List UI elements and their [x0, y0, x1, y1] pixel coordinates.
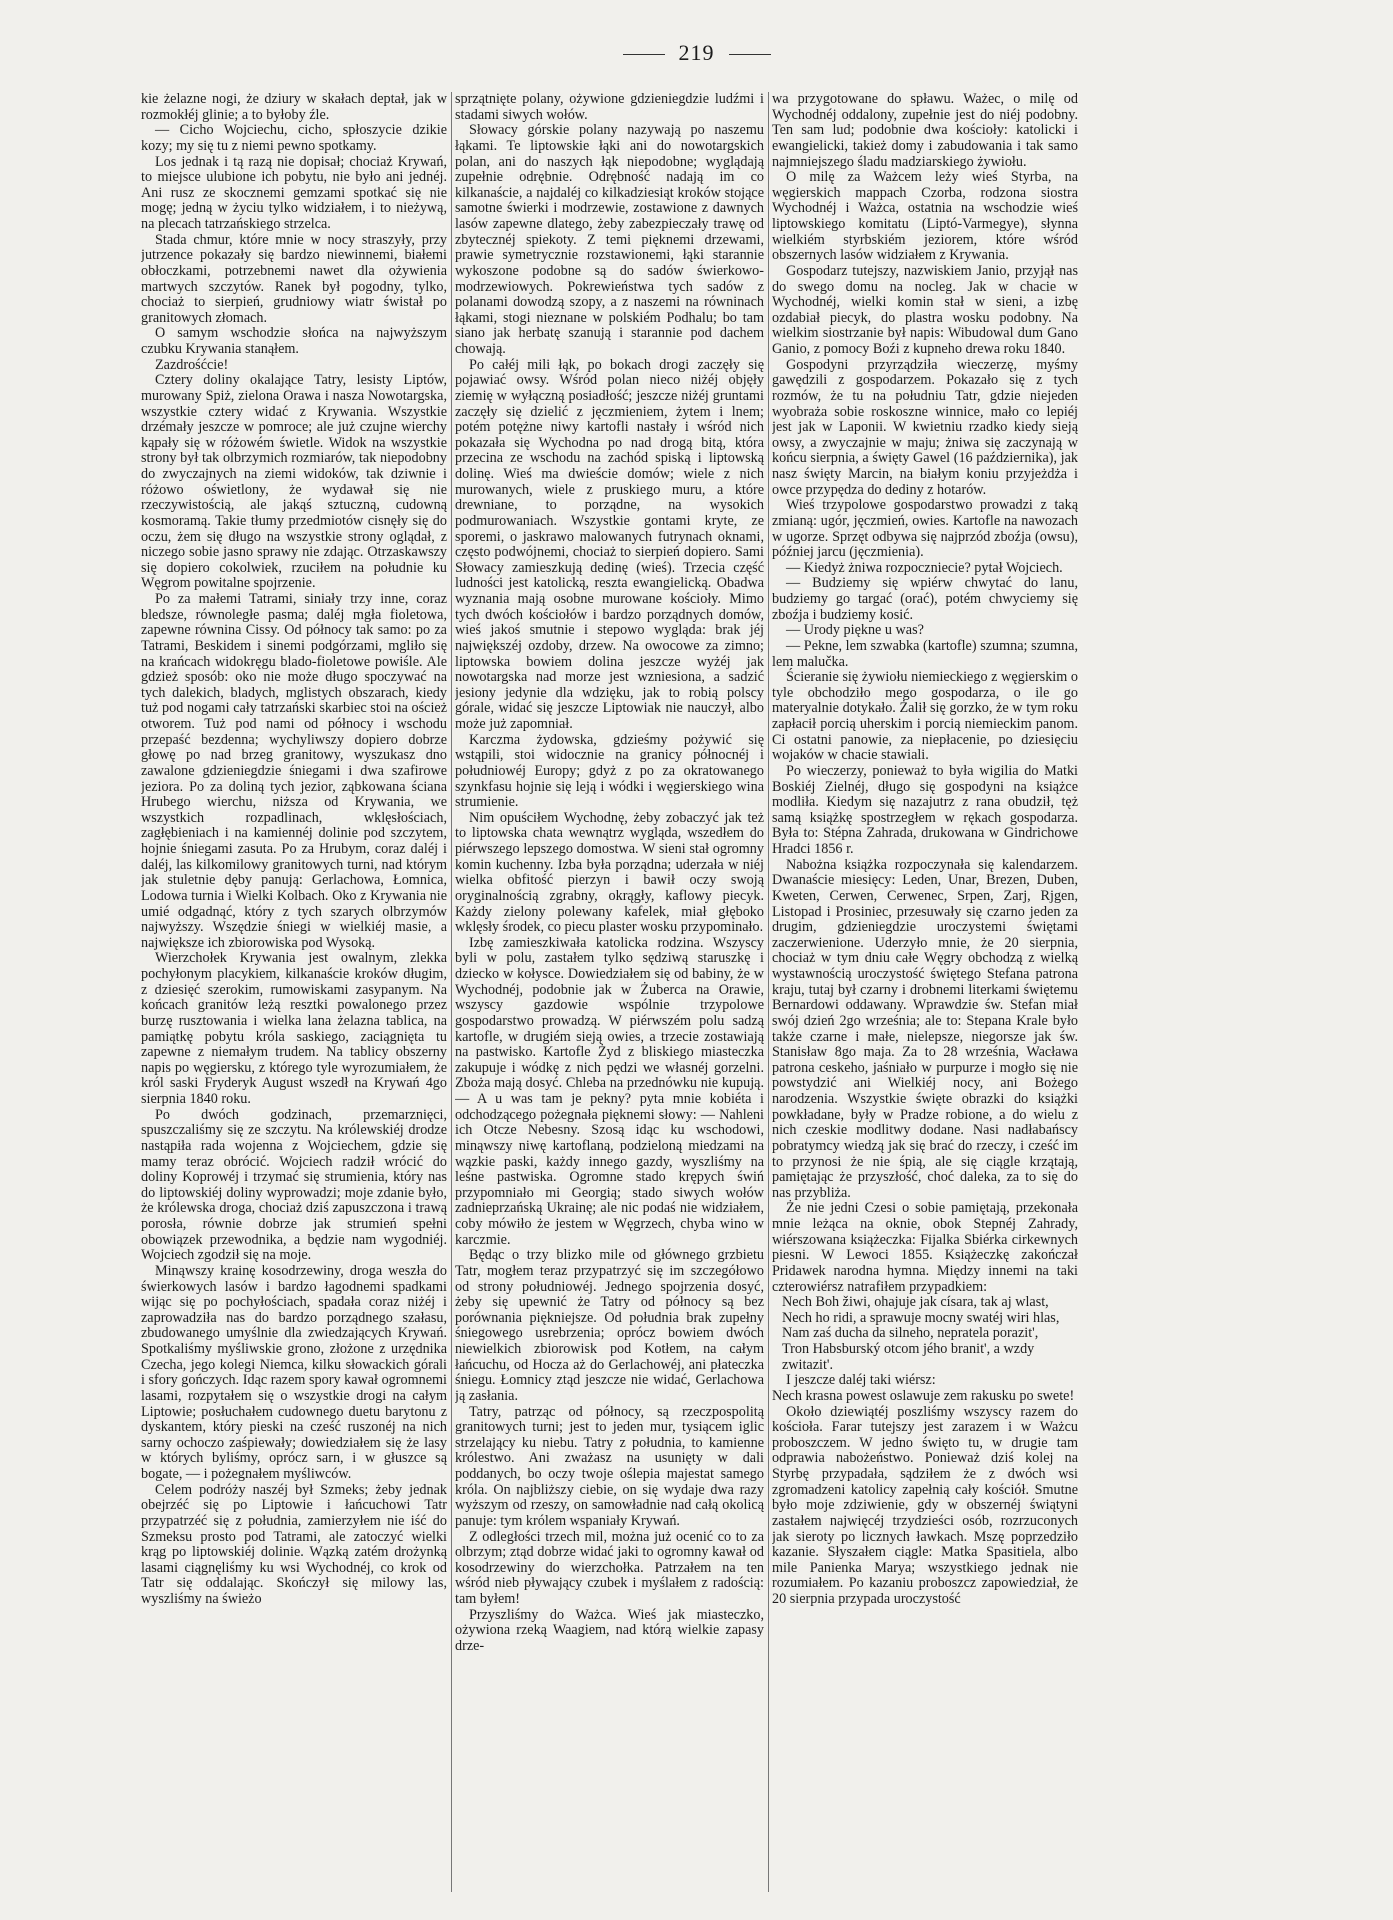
paragraph: O milę za Ważcem leży wieś Styrba, na węgierskich mappach Czorba, rodzona siostra Wychodnéj i Ważca, ostatnia na wschodzie wieś liptowskiego komitatu (Liptó-Varmegye), słynna wielkiém styrbskiém jeziorem, które wśród obszernych lasów widziałem z Krywania.	[772, 169, 1078, 264]
paragraph: Gospodyni przyrządziła wieczerzę, myśmy gawędzili z gospodarzem. Pokazało się z tych rozmów, że tu na południu Tatr, gdzie niejeden wyobraża sobie roskoszne winnice, mało co lepiéj jest jak w Laponii. W kwietniu rzadko kiedy sieją owsy, a zwyczajnie w maju; żniwa się zaczynają w końcu sierpnia, a święty Gawel (16 października), jak nasz święty Marcin, na białym koniu przyjeżdża i owce przypędza do dediny z hotarów.	[772, 356, 1078, 498]
paragraph: Że nie jedni Czesi o sobie pamiętają, przekonała mnie leżąca na oknie, obok Stepnéj Zahrady, wiérszowana książeczka: Fijalka Sbiérka cirkewnych piesni. W Lewoci 1855. Książeczkę zakończał Pridawek narodna hymna. Między innemi na taki czterowiérsz natrafiłem przypadkiem:	[772, 1200, 1078, 1295]
paragraph: Nim opuściłem Wychodnę, żeby zobaczyć jak też to liptowska chata wewnątrz wygląda, wszedłem do piérwszego lepszego domostwa. W sieni stał ogromny komin kuchenny. Izba była porządna; uderzała w niéj wielka obfitość pierzyn i bawił oczy swoją oryginalnością zgrabny, okrągły, kaflowy piecyk. Każdy zielony polewany kafelek, miał głęboko wklęsły środek, co piecu plaster wosku przypominało.	[455, 809, 764, 936]
page-header	[0, 40, 1393, 66]
paragraph: Wieś trzypolowe gospodarstwo prowadzi z taką zmianą: ugór, jęczmień, owies. Kartofle na nawozach w ugorze. Sprzęt odbywa się najprzód zboźja (owsu), później jarcu (jęczmienia).	[772, 497, 1078, 561]
paragraph: Po dwóch godzinach, przemarznięci, spuszczaliśmy się ze szczytu. Na królewskiéj drodze nastąpiła rada wojenna z Wojciechem, gdzie się mamy teraz obrócić. Wojciech radził wrócić do doliny Koprowéj i trzymać się strumienia, który nas do liptowskiéj doliny wyprowadzi; moje zdanie było, że królewska droga, chociaż dziś zapuszczona i trawą porosła, równie dobrze jak strumień spełni obowiązek przewodnika, a będzie nam wygodniéj. Wojciech zgodził się na moje.	[141, 1106, 447, 1264]
text-column-2	[455, 92, 764, 1892]
verse-line: Nam zaś ducha da silneho, nepratela porazit',	[782, 1325, 1039, 1342]
paragraph: Wierzchołek Krywania jest owalnym, zlekka pochyłonym placykiem, kilkanaście kroków długim, z dziesięć szerokim, rumowiskami zasypanym. Na końcach granitów leżą resztki powalonego przez burzę rusztowania i wielka lana żelazna tablica, na pamiątkę pobytu króla saskiego, zaciągnięta tu zapewne z niemałym trudem. Na tablicy obszerny napis po węgiersku, z którego tyle wyrozumiałem, że król saski Fryderyk August wszedł na Krywań 4go sierpnia 1840 roku.	[141, 950, 447, 1107]
paragraph: — Kiedyż żniwa rozpoczniecie? pytał Wojciech.	[786, 559, 1063, 576]
verse-line: Nech ho ridi, a sprawuje mocny swatéj wiri hlas,	[782, 1309, 1060, 1326]
text-column-1	[141, 92, 447, 1892]
paragraph: I jeszcze daléj taki wiérsz:	[786, 1372, 936, 1389]
paragraph: — Budziemy się wpiérw chwytać do lanu, budziemy go targać (orać), potém chwyciemy się zboźja i budziemy kosić.	[772, 575, 1078, 623]
paragraph: Słowacy górskie polany nazywają po naszemu łąkami. Te liptowskie łąki ani do nowotargskich polan, ani do naszych łąk niepodobne; wyglądają zupełnie odrębnie. Odrębność nadają im co kilkanaście, a najdaléj co kilkadziesiąt kroków stojące samotne świerki i modrzewie, zostawione z dawnych lasów zapewne dlatego, żeby zabezpieczały trawę od zbytecznéj spiekoty. Z temi pięknemi drzewami, prawie symetrycznie rozstawionemi, łąki starannie wykoszone podobne są do sadów świerkowo-modrzewiowych. Pokrewieństwa tych sadów z polanami dowodzą szopy, a z naszemi na równinach łąkami, stogi nieznane w polskiém Podhalu; bo tam siano jak herbatę szanują i starannie pod dachem chowają.	[455, 122, 764, 357]
paragraph: Los jednak i tą razą nie dopisał; chociaż Krywań, to miejsce ulubione ich pobytu, nie było ani jednéj. Ani rusz ze skocznemi gemzami spotkać się nie mogę; jedną w życiu tylko widziałem, i to nieżywą, na plecach tatrzańskiego strzelca.	[141, 153, 447, 232]
paragraph: Gospodarz tutejszy, nazwiskiem Janio, przyjął nas do swego domu na nocleg. Jak w chacie w Wychodnéj, wielki komin stał w sieni, a izbę ozdabiał piecyk, do plastra wosku podobny. Na wielkim siostrzanie był napis: Wibudowal dum Gano Ganio, z pomocy Boźi z kupneho drewa roku 1840.	[772, 262, 1078, 357]
paragraph: Minąwszy krainę kosodrzewiny, droga weszła do świerkowych lasów i bardzo łagodnemi spadkami wijąc się po pochyłościach, spadała coraz niżéj i zaprowadziła nas do bardzo porządnego szałasu, zbudowanego umyślnie dla zwiedzających Krywań. Spotkaliśmy myśliwskie grono, złożone z urzędnika Czecha, jego kolegi Niemca, kilku słowackich górali i sfory gończych. Idąc razem spory kawał ogromnemi lasami, rozpytałem się o wszystkie drogi na całym Liptowie; posłuchałem cudownego duetu barytonu z dyskantem, który pieski na cześć ruszonéj na nich sarny ochoczo zaśpiewały; dowiedziałem się że lasy w których byliśmy, oprócz sarn, i w głuszce są bogate, — i pożegnałem myśliwców.	[141, 1262, 447, 1482]
paragraph: Cztery doliny okalające Tatry, lesisty Liptów, murowany Spiż, zielona Orawa i nasza Nowotargska, wszystkie cztery widać z Krywania. Wszystkie drzémały jeszcze w pomroce; ale już czujne wierchy kąpały się w różowém świetle. Widok na wszystkie strony był tak olbrzymich rozmiarów, tak niepodobny do zwyczajnych na ziemi widoków, tak dziwnie i różowo oświetlony, że wydawał się nie rzeczywistością, ale jakąś sztuczną, cudowną kosmoramą. Takie tłumy przedmiotów cisnęły się do oczu, żem się długo na wszystkie strony oglądał, z niczego sobie jasno sprawy nie zdając. Otrzaskawszy się dopiero cokolwiek, rzuciłem na południe ku Węgrom powitalne spojrzenie.	[141, 372, 447, 592]
header-rule-left	[623, 54, 665, 55]
page-number: 219	[678, 40, 715, 65]
column-divider	[768, 92, 769, 1892]
paragraph: Po wieczerzy, ponieważ to była wigilia do Matki Boskiéj Zielnéj, długo się gospodyni na książce modliła. Kiedym się nazajutrz z rana obudził, tęż samą książkę spostrzegłem w rękach gospodarza. Była to: Stépna Zahrada, drukowana w Gindrichowe Hradci 1856 r.	[772, 762, 1078, 857]
paragraph: Celem podróży naszéj był Szmeks; żeby jednak obejrzéć się po Liptowie i łańcuchowi Tatr przypatrzéć się z południa, zamierzyłem nie iść do Szmeksu prosto pod Tatrami, ale zatoczyć wielki krąg po liptowskiéj dolinie. Wązką zatém drożynką lasami ciągnęliśmy ku wsi Wychodnéj, co krok od Tatr się oddalając. Skończył się milowy las, wyszliśmy na świeżo	[141, 1481, 447, 1607]
paragraph: sprzątnięte polany, ożywione gdzieniegdzie ludźmi i stadami siwych wołów.	[455, 92, 764, 123]
paragraph: — Pekne, lem szwabka (kartofle) szumna; szumna, lem malučka.	[772, 637, 1078, 670]
verse-line: Nech Boh žiwi, ohajuje jak císara, tak aj wlast,	[782, 1294, 1049, 1311]
paragraph: Stada chmur, które mnie w nocy straszyły, przy jutrzence pokazały się bardzo niewinnemi, białemi obłoczkami, potrzebnemi nawet dla ożywienia martwych szczytów. Ranek był pogodny, tylko, chociaż to sierpień, grudniowy wiatr świstał po granitowych złomach.	[141, 231, 447, 326]
paragraph: Karczma żydowska, gdzieśmy pożywić się wstąpili, stoi widocznie na granicy północnéj i południowéj Europy; gdyż z po za okratowanego szynkfasu hojnie się leją i wódki i węgierskiego wina strumienie.	[455, 731, 764, 811]
text-column-3	[772, 92, 1078, 1892]
column-divider	[451, 92, 452, 1892]
paragraph: O samym wschodzie słońca na najwyższym czubku Krywania stanąłem.	[141, 325, 447, 357]
paragraph: Izbę zamieszkiwała katolicka rodzina. Wszyscy byli w polu, zastałem tylko sędziwą staruszkę i dziecko w kołysce. Dowiedziałem się od babiny, że w Wychodnéj, podobnie jak w Żuberca na Orawie, wszyscy gazdowie wspólnie trzypolowe gospodarstwo prowadzą. W piérwszém polu sadzą kartofle, w drugiém sieją owies, a trzecie zostawiają na pastwisko. Kartofle Żyd z bliskiego miasteczka zakupuje i wódkę z nich pędzi we własnéj gorzelni. Zboża mają dosyć. Chleba na przednówku nie kupują. — A u was tam je pekny? pyta mnie kobiéta i odchodzącego pożegnała pięknemi słowy: — Nahleni ich Otcze Nebesny. Szosą idąc ku wschodowi, minąwszy niwę kartoflaną, podzieloną miedzami na wązkie paski, każdy innego gazdy, wyszliśmy na leśne pastwiska. Ogromne stado krępych świń przypomniało mi Georgią; stado siwych wołów zadnieprzańską Ukrainę; ale nic podaś nie widziałem, coby mówiło że jestem w Węgrzech, chyba wino w karczmie.	[455, 934, 764, 1248]
paragraph: wa przygotowane do spławu. Ważec, o milę od Wychodnéj oddalony, zupełnie jest do niéj podobny. Ten sam lud; podobnie dwa kościoły: katolicki i ewangielicki, takież domy i zabudowania i tak samo najmniejszego śladu madziarskiego żywiołu.	[772, 92, 1078, 170]
paragraph: Około dziewiątéj poszliśmy wszyscy razem do kościoła. Farar tutejszy jest zarazem i w Ważcu proboszczem. W jedno święto tu, w drugie tam odprawia nabożeństwo. Ponieważ dziś kolej na Styrbę przypadała, sądziłem że z dwóch wsi zgromadzeni katolicy zapełnią cały kościół. Smutne było moje zdziwienie, gdy w obszernéj świątyni zastałem najwięcéj trzydzieści osób, rozrzuconych jak sieroty po licznych ławkach. Mszę poprzedziło kazanie. Słyszałem ciągle: Matka Spasitiela, albo mile Panienka Marya; wszystkiego jednak nie rozumiałem. Po kazaniu proboszcz zapowiedział, że 20 sierpnia przypada uroczystość	[772, 1403, 1078, 1607]
paragraph: Z odległości trzech mil, można już ocenić co to za olbrzym; ztąd dobrze widać jaki to ogromny kawał od kosodrzewiny do wierzchołka. Patrzałem na ten wśród nieb pływający czubek i myślałem z radością: tam byłem!	[455, 1528, 764, 1607]
paragraph: — Urody piękne u was?	[786, 622, 924, 639]
paragraph: Nabożna książka rozpoczynała się kalendarzem. Dwanaście miesięcy: Leden, Unar, Brezen, Duben, Kweten, Cerwen, Cerwenec, Srpen, Zarj, Rjgen, Listopad i Prosiniec, przesuwały się czarno jeden za drugim, gdzieniegdzie uroczystemi świętami zaczerwienione. Uderzyło mnie, że 20 sierpnia, chociaż w tym dniu całe Węgry obchodzą z wielką wystawnością uroczystość świętego Stefana patrona kraju, tutaj był czarny i drobnemi literkami świętemu Bernardowi oddawany. Wprawdzie św. Stefan miał swój dzień 2go września; ale to: Stepana Krale było także czarne i małe, nielepsze, niegorsze jak św. Stanisław 8go maja. Za to 28 września, Wacława patrona ceskeho, jaśniało w purpurze i mogło się nie powstydzić ani Wielkiéj nocy, ani Bożego narodzenia. Wszystkie święte obrazki do książki powkładane, były w Pradze robione, a do wielu z nich czeskie modlitwy dodane. Nasi nadłabańscy pobratymcy wiedzą jak się brać do rzeczy, i cześć im to przynosi że nie śpią, ale się ciągle krzątają, pamiętając że przyszłość, choć daleka, za to się do nas przybliża.	[772, 856, 1078, 1201]
verse-line: Tron Habsburský otcom jého branit', a wzdy zwitazit'.	[782, 1341, 1035, 1373]
paragraph: Po za małemi Tatrami, siniały trzy inne, coraz bledsze, równoległe pasma; daléj mgła fioletowa, zapewne równina Cissy. Od północy tak samo: po za Tatrami, Beskidem i sinemi podgórzami, mgliło się na krańcach widokręgu blado-fioletowe powiśle. Ale gdzież sposób: oko nie może długo spoczywać na tych dalekich, bladych, mglistych obszarach, kiedy tuż pod nogami cały tatrzański skarbiec stoi na oścież otworem. Tuż pod nami od północy i wschodu przepaść bezdenna; wychyliwszy dopiero dobrze głowę po nad brzeg granitowy, wyszukasz dno zawalone gdzieniegdzie śniegami i dwa szafirowe jeziora. Po za doliną tych jezior, ząbkowana ściana Hrubego wierchu, niższa od Krywania, we wszystkich rozpadlinach, wklęsłościach, zagłębieniach i na kamiennéj dolinie pod szczytem, hojnie śniegami zasuta. Po za Hrubym, coraz daléj i daléj, las kilkomilowy granitowych turni, nad którym jak stuletnie dęby panują: Gerlachowa, Łomnica, Lodowa turnia i Wielki Kolbach. Oko z Krywania nie umié odgadnąć, który z tych szarych olbrzymów najwyższy. Wszędzie śniegi w wielkiéj masie, a największe ich zbiorowiska pod Wysoką.	[141, 591, 447, 951]
paragraph: Zazdrośćcie!	[155, 356, 229, 373]
paragraph: Tatry, patrząc od północy, są rzeczpospolitą granitowych turni; jest to jeden mur, tysiącem iglic strzelający ku niebu. Tatry z południa, to kamienne królestwo. Ani zważasz na usunięty w dali poddanych, bo oczy twoje oślepia majestat samego króla. On najbliższy ciebie, on się wydaje dwa razy wyższym od rzeszy, on samowładnie nad całą okolicą panuje: tym królem wspaniały Krywań.	[455, 1403, 764, 1529]
paragraph: Nech krasna powest oslawuje zem rakusku po swete!	[772, 1387, 1075, 1404]
paragraph: kie żelazne nogi, że dziury w skałach deptał, jak w rozmokłéj glinie; a to byłoby źle.	[141, 92, 447, 123]
paragraph: Po całéj mili łąk, po bokach drogi zaczęły się pojawiać owsy. Wśród polan nieco niżéj objęły ziemię w wyłączną posiadłość; jeszcze niżéj gruntami zaczęły się dzielić z jęczmieniem, żytem i lnem; potém potężne niwy kartofli nastały i wśród nich pokazała się Wychodna po nad drogą bitą, która przecina ze wschodu na zachód spiską i liptowską dolinę. Wieś ma dwieście domów; wiele z nich murowanych, wiele z pruskiego muru, a które drewniane, to porządne, na wysokich podmurowaniach. Wszystkie gontami kryte, ze sporemi, o jaskrawo malowanych futrynach oknami, często podwójnemi, chociaż to sierpień dopiero. Sami Słowacy zamieszkują dedinę (wieś). Trzecia część ludności jest katolicką, reszta ewangielicką. Obadwa wyznania mają osobne murowane kościoły. Mimo tych dwóch kościołów i bardzo porządnych domów, wieś jakoś smutnie i stepowo wygląda: brak jéj największéj ozdoby, drzew. Na owocowe za zimno; liptowska bowiem dolina jeszcze wyżéj jak nowotargska nad morze jest wzniesiona, a sadzić jesiony jedynie dla wdzięku, jak to robią polscy górale, widać się jeszcze Liptowiak nie nauczył, albo może już zapomniał.	[455, 356, 764, 732]
paragraph: — Cicho Wojciechu, cicho, spłoszycie dzikie kozy; my się tu z niemi pewno spotkamy.	[141, 122, 447, 154]
paragraph: Ścieranie się żywiołu niemieckiego z węgierskim o tyle obchodziło mego gospodarza, o ile go materyalnie dotykało. Żalił się gorzko, że w tym roku zapłacił porcią uherskim i porcią niemieckim panom. Ci ostatni panowie, za niepłacenie, po dziesięciu wojaków w chacie stawiali.	[772, 669, 1078, 764]
paragraph: Przyszliśmy do Ważca. Wieś jak miasteczko, ożywiona rzeką Waagiem, nad którą wielkie zapasy drze-	[455, 1606, 764, 1654]
paragraph: Będąc o trzy blizko mile od głównego grzbietu Tatr, mogłem teraz przypatrzyć się im szczegółowo od strony południowéj. Jednego spojrzenia dosyć, żeby się upewnić że Tatry od północy są bez porównania piękniejsze. Od południa brak zupełny śniegowego usrebrzenia; oprócz bowiem dwóch niewielkich zbiorowisk pod Kotłem, na całym łańcuchu, od Hocza aż do Gerlachowéj, ani płateczka śniegu. Łomnicy ztąd jeszcze nie widać, Gerlachowa ją zasłania.	[455, 1247, 764, 1404]
header-rule-right	[729, 54, 771, 55]
